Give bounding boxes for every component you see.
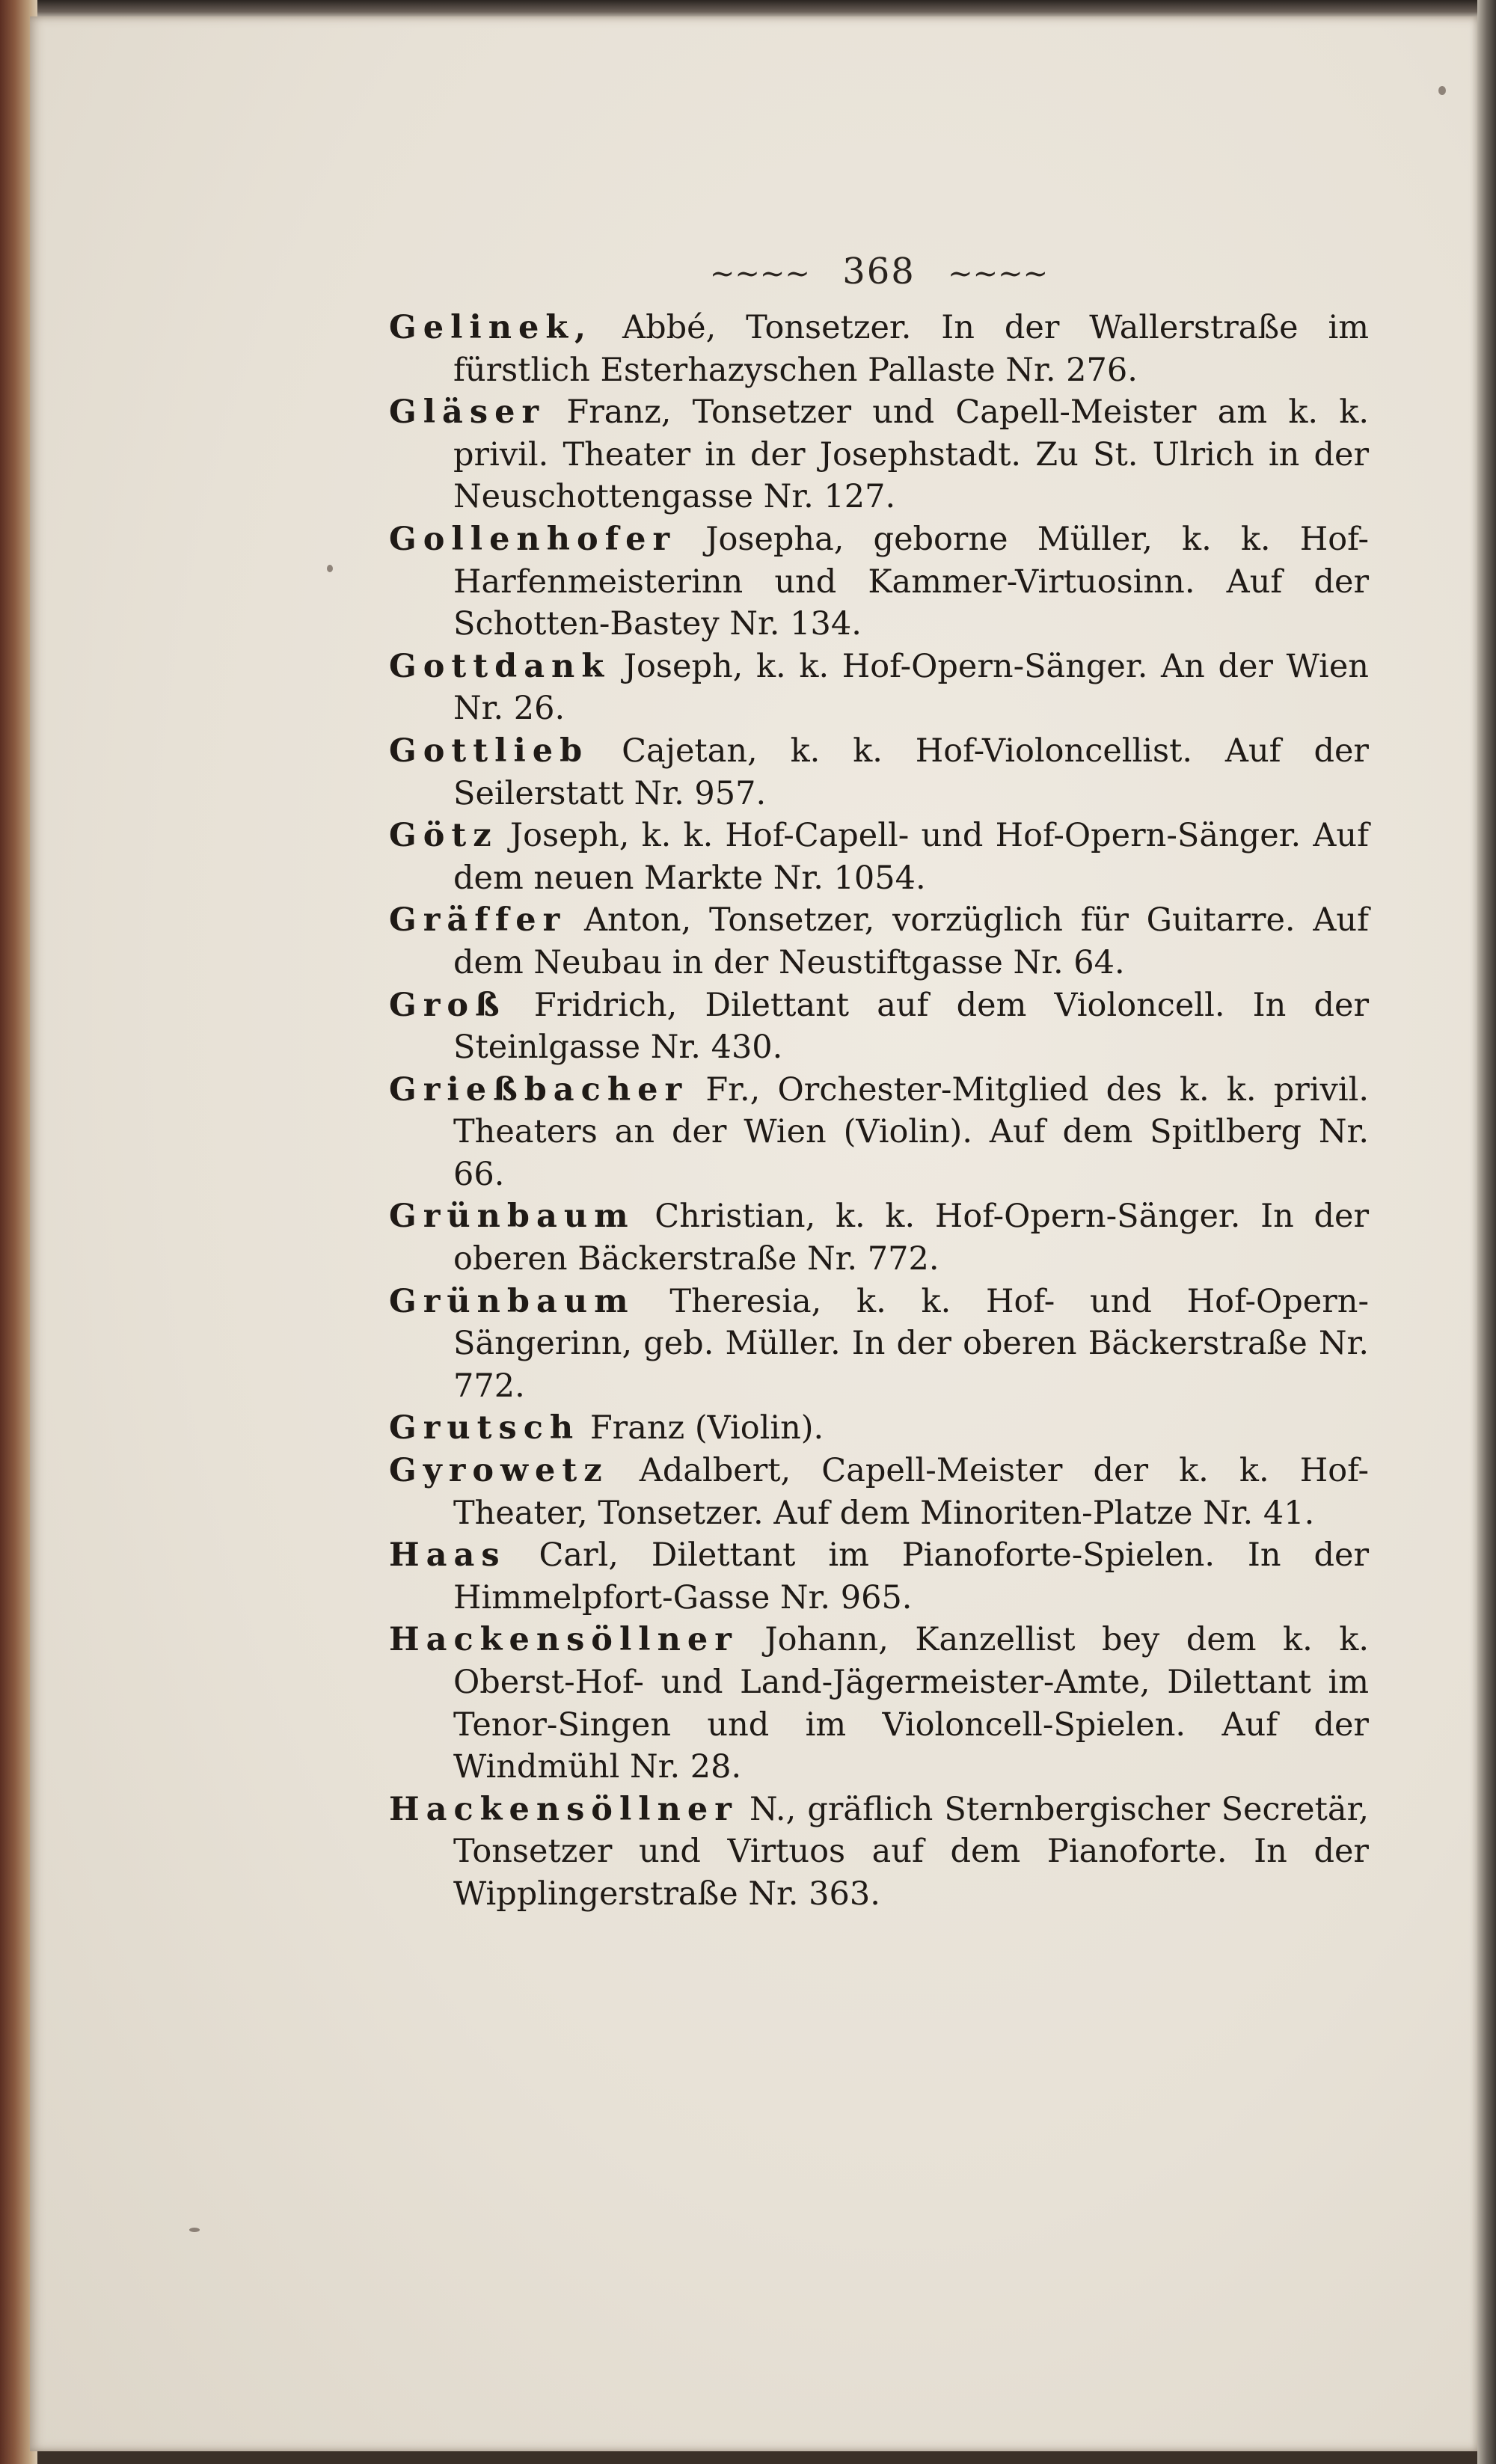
entry: [389, 815, 1369, 899]
entry: [389, 1789, 1369, 1916]
entry-text: Franz, Tonsetzer und Capell-Meister am k. k. privil. Theater in der Josephstadt. Zu St. Ulrich in der Neuschottengasse Nr. 127.: [453, 393, 1369, 516]
entry: [389, 1195, 1369, 1280]
page-number: 368: [842, 251, 916, 292]
entry: [389, 1281, 1369, 1408]
entry-name: Götz: [389, 817, 498, 855]
entry-name: Grünbaum: [389, 1198, 635, 1236]
entry-name: Gottlieb: [389, 732, 589, 770]
entry: [389, 391, 1369, 518]
paper-blemish: [1438, 86, 1446, 95]
header-ornament-left: ~~~~: [709, 257, 810, 291]
entry-name: Hackensöllner: [389, 1621, 738, 1659]
entry: [389, 730, 1369, 815]
entry: [389, 1450, 1369, 1534]
entry-text: Josepha, geborne Müller, k. k. Hof-Harfenmeisterinn und Kammer-Virtuosinn. Auf der Schotten-Bastey Nr. 134.: [453, 520, 1369, 643]
entry-name: Gräffer: [389, 901, 567, 940]
entry-name: Grutsch: [389, 1409, 580, 1447]
entry: [389, 1069, 1369, 1196]
entry-name: Grießbacher: [389, 1070, 689, 1109]
entry-text: Fr., Orchester-Mitglied des k. k. privil. Theaters an der Wien (Violin). Auf dem Spitlberg Nr. 66.: [453, 1070, 1369, 1193]
entry-text: Johann, Kanzellist bey dem k. k. Oberst-Hof- und Land-Jägermeister-Amte, Dilettant im Tenor-Singen und im Violoncell-Spielen. Auf der Windmühl Nr. 28.: [453, 1621, 1369, 1786]
entry: [389, 646, 1369, 730]
entry: [389, 518, 1369, 646]
entry-text: Cajetan, k. k. Hof-Violoncellist. Auf der Seilerstatt Nr. 957.: [453, 732, 1369, 812]
entry-text: Adalbert, Capell-Meister der k. k. Hof-Theater, Tonsetzer. Auf dem Minoriten-Platze Nr. 41.: [453, 1452, 1369, 1532]
entry-text: Abbé, Tonsetzer. In der Wallerstraße im fürstlich Esterhazyschen Pallaste Nr. 276.: [453, 309, 1369, 389]
entry: [389, 1619, 1369, 1788]
header-ornament-right: ~~~~: [948, 257, 1049, 291]
entry-text: Christian, k. k. Hof-Opern-Sänger. In der oberen Bäckerstraße Nr. 772.: [453, 1198, 1369, 1278]
entry-name: Groß: [389, 986, 506, 1024]
directory-entries: [389, 307, 1369, 1916]
entry-text: Theresia, k. k. Hof- und Hof-Opern-Sängerinn, geb. Müller. In der oberen Bäckerstraße Nr. 772.: [453, 1282, 1369, 1405]
entry: [389, 1407, 1369, 1450]
entry-name: Grünbaum: [389, 1282, 635, 1320]
entry-text: Joseph, k. k. Hof-Opern-Sänger. An der Wien Nr. 26.: [453, 647, 1369, 728]
paper-blemish: [189, 2228, 200, 2232]
entry-text: Franz (Violin).: [580, 1409, 824, 1447]
book-fore-edge: [1477, 0, 1496, 2464]
entry-text: Joseph, k. k. Hof-Capell- und Hof-Opern-Sänger. Auf dem neuen Markte Nr. 1054.: [453, 817, 1369, 897]
entry-name: Gyrowetz: [389, 1452, 609, 1490]
entry-name: Gläser: [389, 393, 546, 432]
page-header: [389, 251, 1369, 295]
entry-name: Gollenhofer: [389, 520, 677, 558]
entry-name: Gottdank: [389, 647, 611, 685]
entry-text: N., gräflich Sternbergischer Secretär, Tonsetzer und Virtuos auf dem Pianoforte. In der Wipplingerstraße Nr. 363.: [453, 1790, 1369, 1913]
entry: [389, 899, 1369, 984]
entry-name: Gelinek,: [389, 309, 593, 346]
entry: [389, 1534, 1369, 1619]
entry-name: Haas: [389, 1536, 506, 1575]
paper-blemish: [327, 565, 333, 572]
entry: [389, 984, 1369, 1069]
entry: [389, 307, 1369, 391]
entry-text: Anton, Tonsetzer, vorzüglich für Guitarre. Auf dem Neubau in der Neustiftgasse Nr. 64.: [453, 901, 1369, 981]
entry-text: Fridrich, Dilettant auf dem Violoncell. In der Steinlgasse Nr. 430.: [453, 986, 1369, 1067]
entry-text: Carl, Dilettant im Pianoforte-Spielen. In der Himmelpfort-Gasse Nr. 965.: [453, 1536, 1369, 1616]
entry-name: Hackensöllner: [389, 1790, 738, 1828]
